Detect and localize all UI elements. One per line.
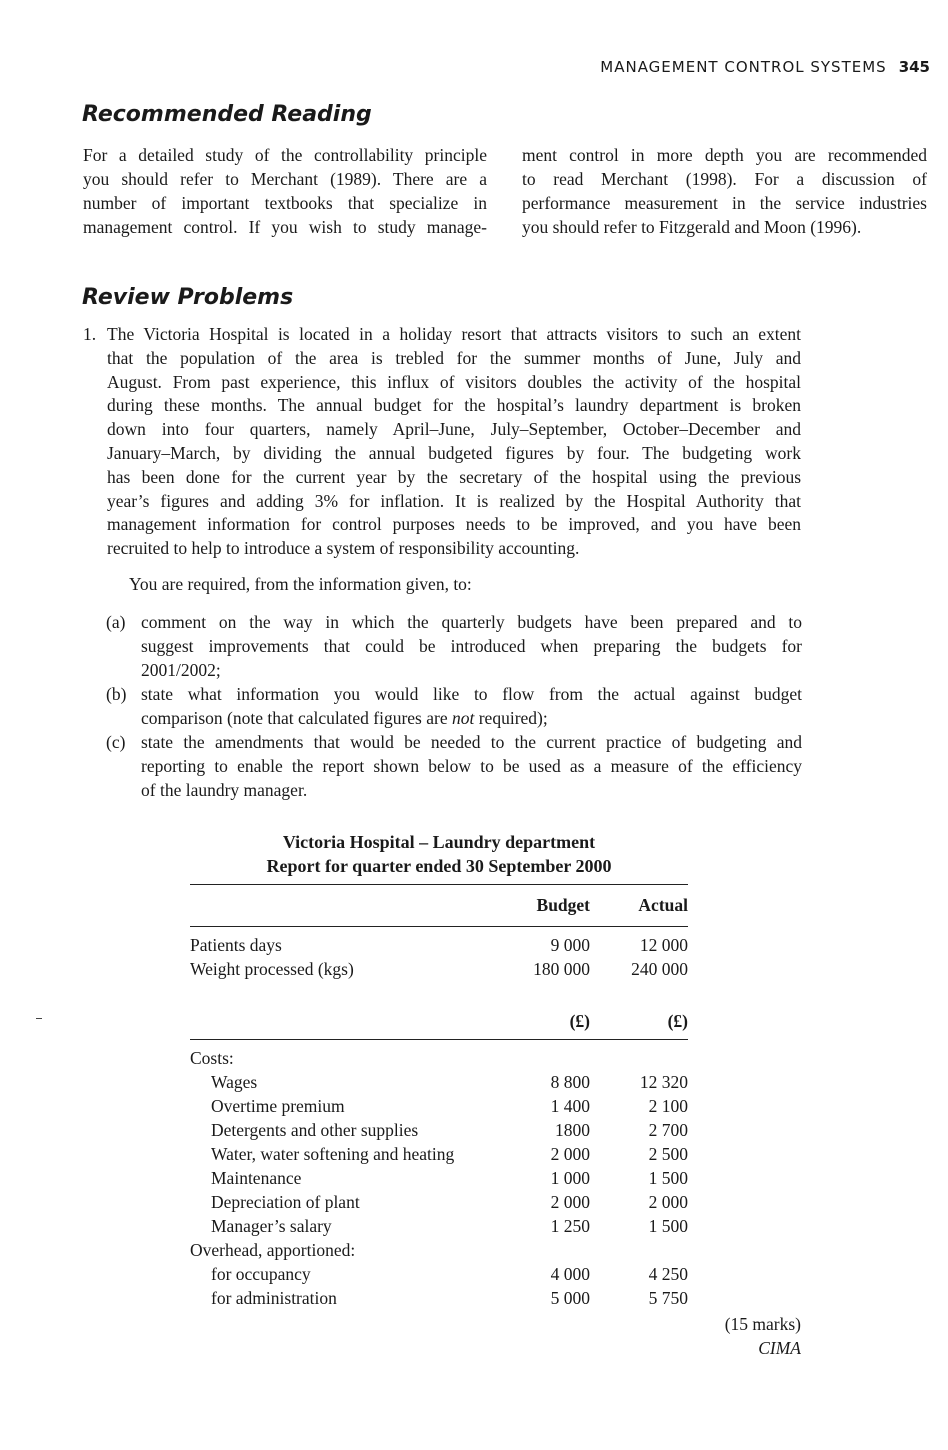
row-label: Overtime premium: [211, 1096, 345, 1116]
actual-value: 1 500: [648, 1168, 688, 1188]
reading-right-line: to read Merchant (1998). For a discussion of: [522, 169, 927, 189]
source-label: CIMA: [758, 1338, 801, 1358]
item-text: comparison (note that calculated figures are: [141, 708, 452, 728]
reading-right-line: ment control in more depth you are recommended: [522, 145, 927, 165]
budget-value: 9 000: [550, 935, 590, 955]
reading-right-line: performance measurement in the service industries: [522, 193, 927, 213]
actual-value: 12 000: [639, 935, 688, 955]
item-label: (c): [106, 732, 126, 752]
problem-line: management information for control purposes needs to be improved, and you have been: [107, 514, 801, 535]
currency-row: [190, 1011, 688, 1035]
item-line: [141, 706, 802, 730]
budget-value: 1 250: [550, 1216, 590, 1236]
review-problems-heading: Review Problems: [82, 285, 294, 310]
required-instruction: You are required, from the information given, to:: [129, 574, 472, 594]
recommended-reading-heading: Recommended Reading: [82, 102, 372, 127]
item-c: [106, 730, 802, 802]
table-row: [190, 1216, 688, 1240]
actual-value: 240 000: [631, 959, 688, 979]
row-label: Maintenance: [211, 1168, 302, 1188]
budget-value: 4 000: [550, 1264, 590, 1284]
problem-1: [83, 323, 801, 561]
table-row: [190, 1120, 688, 1144]
budget-value: 1 400: [550, 1096, 590, 1116]
actual-value: 4 250: [648, 1264, 688, 1284]
overhead-label: Overhead, apportioned:: [190, 1240, 356, 1260]
table-rule: [190, 1039, 688, 1040]
costs-label-row: [190, 1048, 688, 1072]
item-line: 2001/2002;: [141, 660, 221, 680]
row-label: for administration: [211, 1288, 337, 1308]
problem-line: year’s figures and adding 3% for inflation. It is realized by the Hospital Authority that: [107, 490, 801, 511]
table-rule-top: [190, 884, 688, 885]
item-b: [106, 682, 802, 730]
item-line: suggest improvements that could be introduced when preparing the budgets for: [141, 636, 802, 656]
reading-left-column: [83, 143, 487, 239]
budget-value: 1800: [555, 1120, 590, 1140]
reading-left-line: you should refer to Merchant (1989). There are a: [83, 169, 487, 189]
currency-budget: (£): [569, 1011, 590, 1031]
problem-line: has been done for the current year by the secretary of the hospital using the previous: [107, 466, 801, 487]
running-header: [560, 58, 930, 76]
problem-number: 1.: [83, 324, 97, 344]
running-title: MANAGEMENT CONTROL SYSTEMS: [600, 58, 887, 76]
row-label: Water, water softening and heating: [211, 1144, 455, 1164]
row-label: for occupancy: [211, 1264, 311, 1284]
budget-value: 180 000: [533, 959, 590, 979]
actual-value: 12 320: [639, 1072, 688, 1092]
problem-line: during these months. The annual budget for the hospital’s laundry department is broken: [107, 395, 801, 416]
item-a: [106, 610, 802, 682]
budget-value: 2 000: [550, 1144, 590, 1164]
table-row: [190, 1168, 688, 1192]
table-row: [190, 1288, 688, 1312]
emphasis-not: not: [451, 708, 475, 728]
actual-value: 5 750: [648, 1288, 688, 1308]
table-row: [190, 1192, 688, 1216]
problem-line: recruited to help to introduce a system of responsibility accounting.: [107, 538, 580, 559]
table-row: [190, 935, 688, 959]
page-number: 345: [898, 58, 930, 76]
overhead-label-row: [190, 1240, 688, 1264]
row-label: Wages: [211, 1072, 258, 1092]
marks-label: (15 marks): [724, 1314, 801, 1334]
item-line: state the amendments that would be needed to the current practice of budgeting and: [141, 732, 802, 752]
col-header-budget: Budget: [536, 895, 590, 915]
row-label: Patients days: [190, 935, 282, 955]
item-text: required);: [474, 708, 548, 728]
actual-value: 1 500: [648, 1216, 688, 1236]
actual-value: 2 100: [648, 1096, 688, 1116]
currency-actual: (£): [667, 1011, 688, 1031]
reading-right-column: [522, 143, 927, 239]
item-label: (a): [106, 612, 126, 632]
costs-label: Costs:: [190, 1048, 234, 1068]
problem-line: January–March, by dividing the annual budgeted figures by four. The budgeting work: [107, 442, 801, 463]
row-label: Manager’s salary: [211, 1216, 332, 1236]
row-label: Weight processed (kgs): [190, 959, 354, 979]
table-row: [190, 1144, 688, 1168]
row-label: Detergents and other supplies: [211, 1120, 419, 1140]
budget-value: 1 000: [550, 1168, 590, 1188]
item-line: reporting to enable the report shown below to be used as a measure of the efficiency: [141, 756, 802, 776]
problem-line: The Victoria Hospital is located in a holiday resort that attracts visitors to such an extent: [107, 324, 801, 344]
problem-line: that the population of the area is trebled for the summer months of June, July and: [107, 347, 801, 368]
table-header-row: [190, 895, 688, 919]
item-line: comment on the way in which the quarterly budgets have been prepared and to: [141, 612, 802, 632]
table-row: [190, 1072, 688, 1096]
reading-left-line: management control. If you wish to study manage-: [83, 217, 487, 237]
actual-value: 2 700: [648, 1120, 688, 1140]
table-row: [190, 1264, 688, 1288]
reading-right-line: you should refer to Fitzgerald and Moon (1996).: [522, 217, 862, 237]
item-line: state what information you would like to flow from the actual against budget: [141, 684, 802, 704]
table-subtitle: Report for quarter ended 30 September 2000: [266, 856, 612, 876]
item-label: (b): [106, 684, 127, 704]
item-line: of the laundry manager.: [141, 780, 308, 800]
reading-left-line: For a detailed study of the controllability principle: [83, 145, 487, 165]
budget-value: 5 000: [550, 1288, 590, 1308]
table-rule: [190, 926, 688, 927]
problem-line: down into four quarters, namely April–June, July–September, October–December and: [107, 419, 801, 440]
margin-mark: [36, 1018, 42, 1019]
table-row: [190, 959, 688, 983]
budget-value: 2 000: [550, 1192, 590, 1212]
row-label: Depreciation of plant: [211, 1192, 360, 1212]
budget-value: 8 800: [550, 1072, 590, 1092]
table-row: [190, 1096, 688, 1120]
reading-left-line: number of important textbooks that specialize in: [83, 193, 487, 213]
actual-value: 2 000: [648, 1192, 688, 1212]
problem-line: August. From past experience, this influx of visitors doubles the activity of the hospital: [107, 371, 801, 392]
table-title: Victoria Hospital – Laundry department: [282, 832, 596, 852]
col-header-actual: Actual: [638, 895, 688, 915]
actual-value: 2 500: [648, 1144, 688, 1164]
